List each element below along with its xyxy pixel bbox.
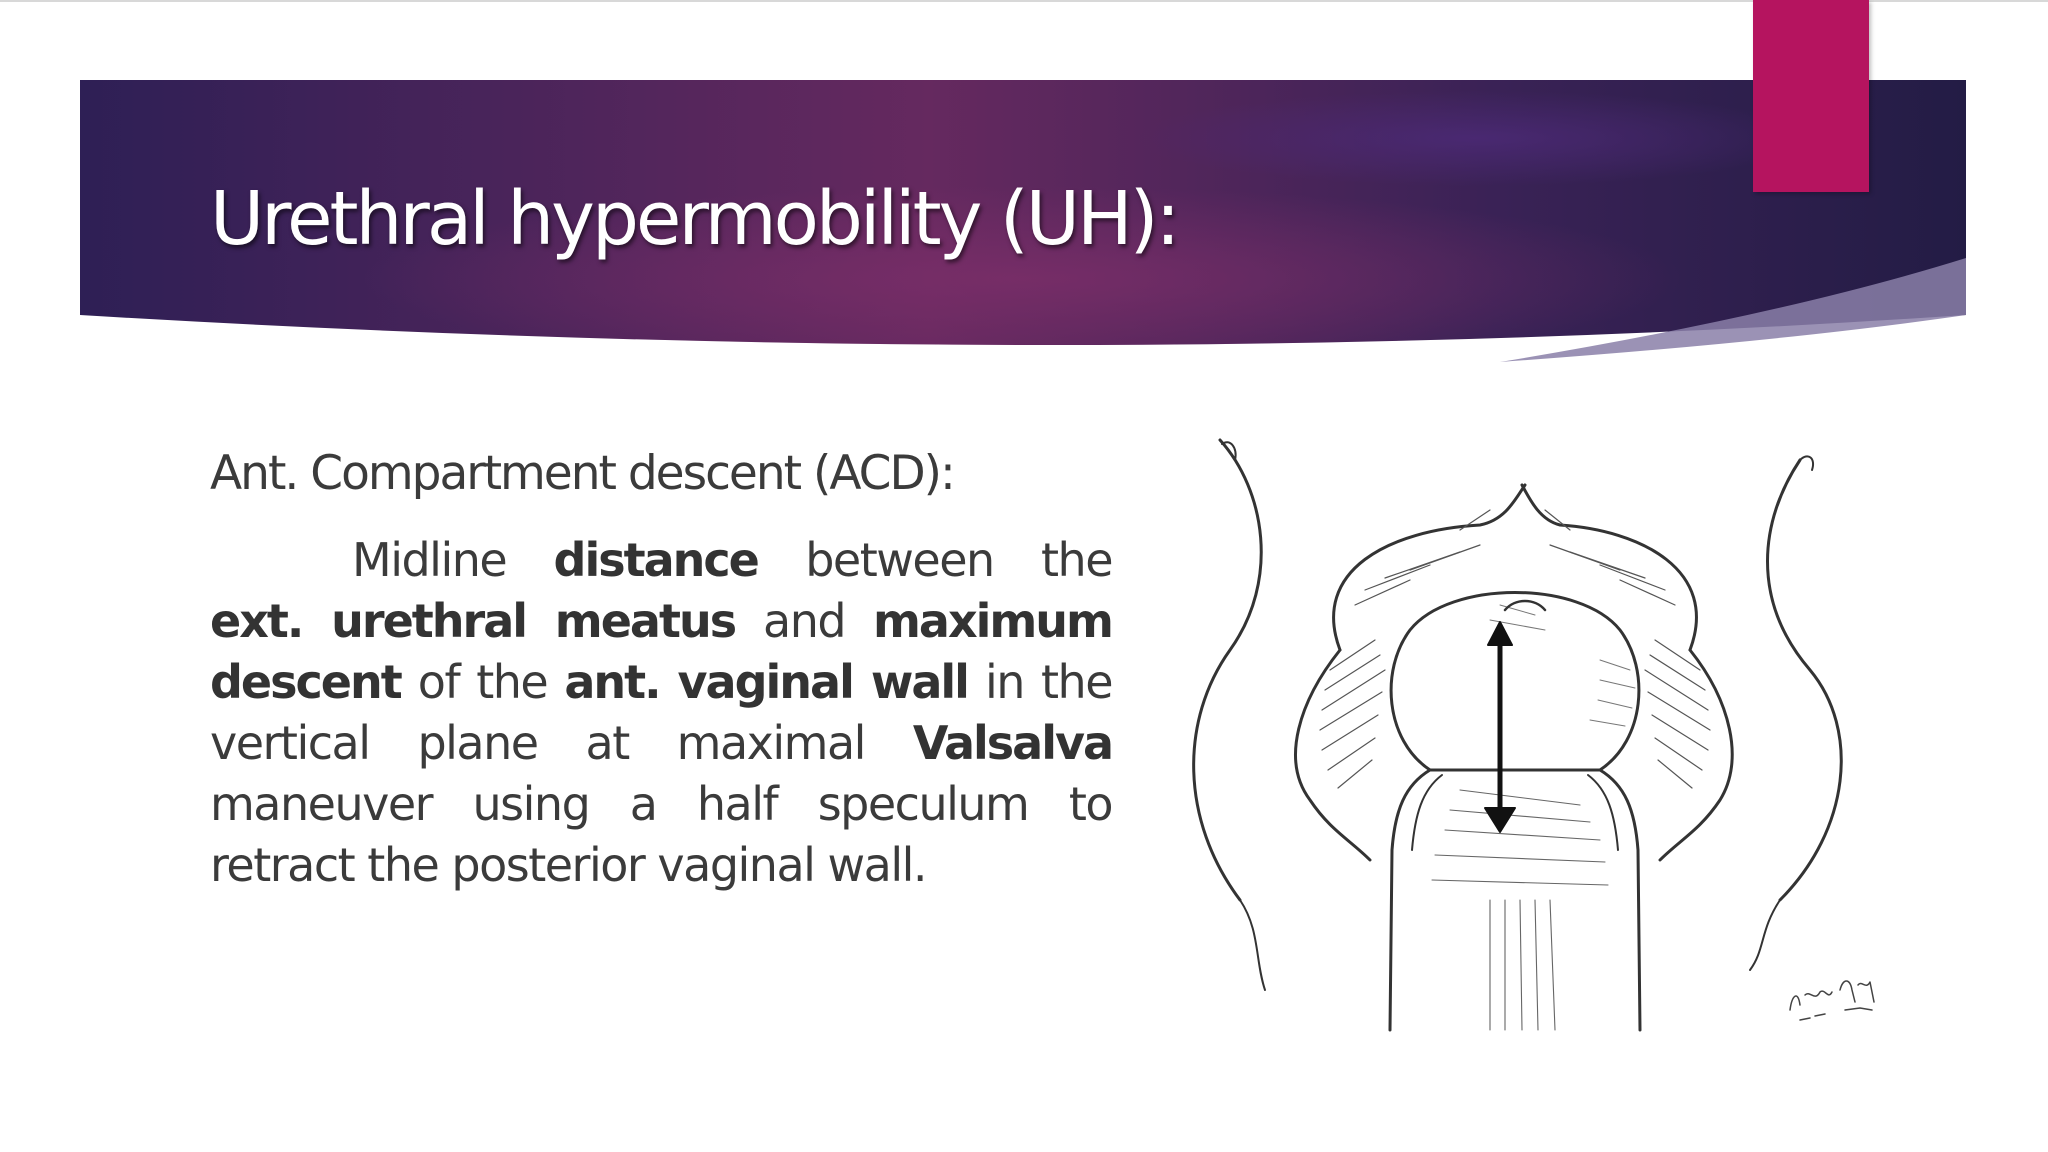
text-run: in the vertical plane at maximal: [210, 655, 1113, 770]
slide-title: Urethral hypermobility (UH):: [210, 176, 1178, 262]
text-run: of the: [400, 655, 565, 709]
bold-term: Valsalva: [912, 716, 1112, 770]
text-run: between the: [757, 533, 1112, 587]
double-headed-arrow-icon: [1485, 622, 1515, 832]
text-run: maneuver using a half speculum to retract the posterior vaginal wall.: [210, 777, 1112, 892]
bold-term: maximum descent: [210, 594, 1112, 709]
artist-signature-icon: [1790, 981, 1874, 1020]
bold-term: ant. vaginal wall: [564, 655, 968, 709]
subheading: Ant. Compartment descent (ACD):: [210, 446, 954, 501]
definition-paragraph: [210, 530, 1112, 896]
text-run: and: [735, 594, 873, 648]
anatomical-drawing-icon: [1160, 430, 1900, 1050]
accent-tab: [1753, 0, 1869, 192]
bold-term: distance: [553, 533, 758, 587]
top-rule: [0, 0, 2048, 2]
bold-term: ext. urethral meatus: [210, 594, 736, 648]
text-run: Midline: [352, 533, 554, 587]
